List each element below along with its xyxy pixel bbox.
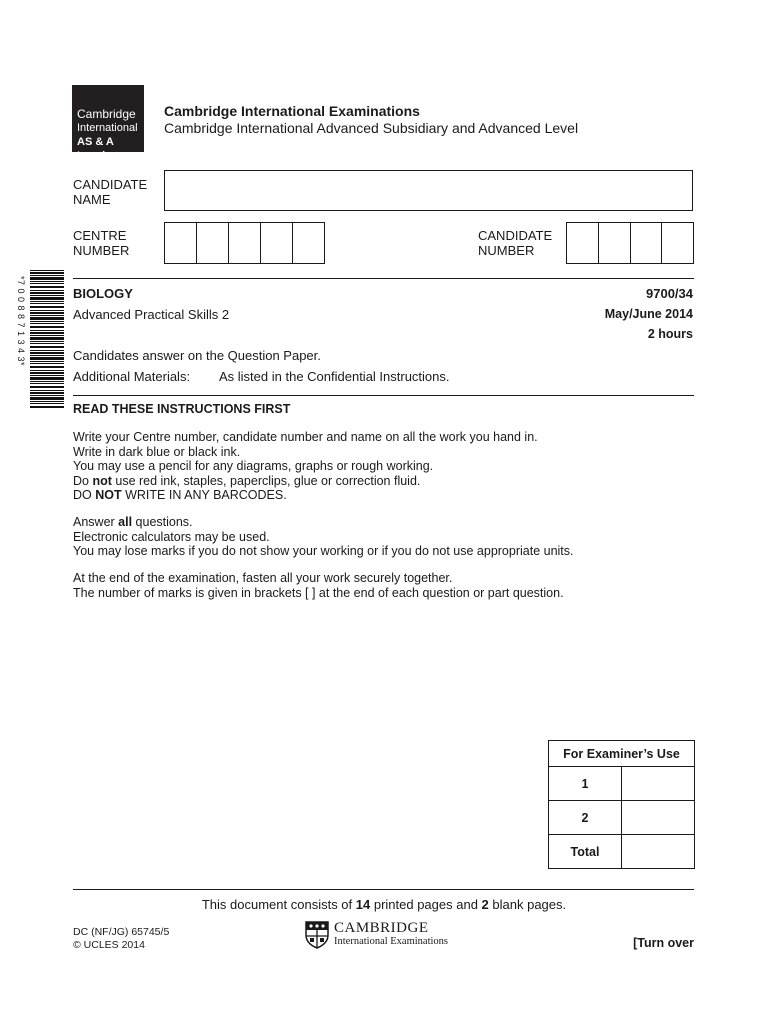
instruction-line: At the end of the examination, fasten all your work securely together. bbox=[73, 571, 453, 585]
centre-number-label-line1: CENTRE bbox=[73, 228, 127, 243]
materials-value: As listed in the Confidential Instructions. bbox=[219, 369, 450, 384]
candidate-digit-box[interactable] bbox=[599, 223, 631, 263]
marks-cell[interactable] bbox=[622, 801, 695, 835]
candidate-name-label bbox=[73, 177, 147, 207]
instruction-emphasis: all bbox=[118, 515, 133, 529]
candidate-digit-box[interactable] bbox=[631, 223, 663, 263]
answer-note: Candidates answer on the Question Paper. bbox=[73, 348, 321, 363]
barcode bbox=[30, 270, 64, 410]
barcode-bar bbox=[30, 375, 64, 376]
total-label-cell: Total bbox=[549, 835, 622, 869]
centre-number-label bbox=[73, 228, 129, 258]
cambridge-as-a-level-logo bbox=[72, 85, 144, 162]
barcode-bar bbox=[30, 335, 64, 336]
barcode-bar bbox=[30, 312, 64, 314]
instruction-line: You may use a pencil for any diagrams, graphs or rough working. bbox=[73, 459, 434, 473]
barcode-bar bbox=[30, 372, 64, 374]
barcode-bar bbox=[30, 343, 64, 344]
instruction-line bbox=[73, 474, 538, 489]
candidate-digit-box[interactable] bbox=[567, 223, 599, 263]
printed-page-count: 14 bbox=[355, 897, 371, 912]
centre-digit-box[interactable] bbox=[197, 223, 229, 263]
divider bbox=[73, 395, 694, 396]
barcode-bar bbox=[30, 283, 64, 284]
instruction-text: WRITE IN ANY BARCODES. bbox=[121, 488, 287, 502]
barcode-bar bbox=[30, 323, 64, 324]
brand-name: CAMBRIDGE bbox=[334, 920, 429, 936]
materials-label: Additional Materials: bbox=[73, 369, 191, 384]
barcode-bar bbox=[30, 281, 64, 282]
instruction-emphasis: not bbox=[92, 473, 112, 488]
exam-duration: 2 hours bbox=[647, 327, 693, 341]
barcode-bar bbox=[30, 306, 64, 308]
candidate-number-label-line2: NUMBER bbox=[478, 243, 535, 258]
instructions-block-2 bbox=[73, 515, 574, 559]
barcode-bar bbox=[30, 406, 64, 408]
table-row bbox=[549, 801, 695, 835]
barcode-bar bbox=[30, 326, 64, 328]
barcode-bar bbox=[30, 286, 64, 288]
barcode-bar bbox=[30, 301, 64, 302]
barcode-bar bbox=[30, 315, 64, 316]
instruction-line: Electronic calculators may be used. bbox=[73, 529, 270, 544]
barcode-bar bbox=[30, 381, 64, 382]
barcode-bar bbox=[30, 350, 64, 351]
centre-digit-box[interactable] bbox=[261, 223, 293, 263]
instruction-text: DO bbox=[73, 488, 96, 502]
barcode-graphic bbox=[30, 270, 64, 410]
examiner-use-header: For Examiner’s Use bbox=[549, 741, 695, 767]
examiner-use-table bbox=[548, 740, 695, 869]
instructions-block-3 bbox=[73, 571, 564, 600]
barcode-bar bbox=[30, 390, 64, 391]
barcode-bar bbox=[30, 361, 64, 362]
brand-subname: International Examinations bbox=[334, 936, 449, 947]
copyright-notice: © UCLES 2014 bbox=[73, 939, 145, 951]
centre-digit-box[interactable] bbox=[229, 223, 261, 263]
barcode-bar bbox=[30, 395, 64, 396]
org-subtitle: Cambridge International Advanced Subsidiary and Advanced Level bbox=[164, 120, 579, 136]
barcode-bar bbox=[30, 352, 64, 354]
candidate-name-field[interactable] bbox=[164, 170, 693, 211]
barcode-bar bbox=[30, 357, 64, 360]
barcode-bar bbox=[30, 370, 64, 371]
instruction-line bbox=[73, 488, 538, 503]
candidate-number-field[interactable] bbox=[566, 222, 694, 264]
barcode-bar bbox=[30, 272, 64, 274]
barcode-bar bbox=[30, 297, 64, 300]
instruction-line: Write your Centre number, candidate number and name on all the work you hand in. bbox=[73, 430, 538, 444]
barcode-digits: *7 0 0 8 8 7 1 3 4 3* bbox=[16, 276, 26, 367]
candidate-name-label-line1: CANDIDATE bbox=[73, 177, 148, 192]
instruction-line bbox=[73, 515, 574, 530]
barcode-bar bbox=[30, 277, 64, 280]
turn-over-note: [Turn over bbox=[633, 936, 694, 950]
barcode-bar bbox=[30, 290, 64, 291]
document-reference bbox=[73, 926, 169, 952]
marks-cell[interactable] bbox=[622, 767, 695, 801]
exam-session: May/June 2014 bbox=[604, 307, 693, 321]
instructions-heading: READ THESE INSTRUCTIONS FIRST bbox=[73, 402, 291, 416]
barcode-bar bbox=[30, 330, 64, 331]
instruction-emphasis: NOT bbox=[95, 488, 122, 502]
crest-icon bbox=[305, 921, 329, 949]
barcode-bar bbox=[30, 403, 64, 404]
table-row bbox=[549, 835, 695, 869]
instructions-block-1 bbox=[73, 430, 538, 503]
barcode-bar bbox=[30, 355, 64, 356]
centre-number-field[interactable] bbox=[164, 222, 325, 264]
page-count-note bbox=[0, 897, 768, 912]
instruction-line: You may lose marks if you do not show your working or if you do not use appropriate units. bbox=[73, 544, 574, 558]
barcode-bar bbox=[30, 392, 64, 394]
barcode-bar bbox=[30, 337, 64, 340]
reference-code: DC (NF/JG) 65745/5 bbox=[73, 926, 170, 938]
divider bbox=[73, 889, 694, 890]
barcode-bar bbox=[30, 363, 64, 364]
barcode-bar bbox=[30, 310, 64, 311]
candidate-number-label-line1: CANDIDATE bbox=[478, 228, 553, 243]
barcode-bar bbox=[30, 303, 64, 304]
question-number-cell: 1 bbox=[549, 767, 622, 801]
divider bbox=[73, 278, 694, 279]
barcode-bar bbox=[30, 295, 64, 296]
candidate-name-label-line2: NAME bbox=[73, 192, 111, 207]
org-title: Cambridge International Examinations bbox=[164, 103, 420, 119]
total-marks-cell[interactable] bbox=[622, 835, 695, 869]
logo-line-2: International bbox=[77, 122, 138, 134]
barcode-bar bbox=[30, 366, 64, 368]
centre-digit-box[interactable] bbox=[165, 223, 197, 263]
page-count-text: blank pages. bbox=[488, 897, 567, 912]
barcode-bar bbox=[30, 292, 64, 294]
centre-digit-box[interactable] bbox=[293, 223, 324, 263]
paper-code: 9700/34 bbox=[646, 286, 693, 301]
subject-name: BIOLOGY bbox=[73, 286, 133, 301]
barcode-bar bbox=[30, 341, 64, 342]
blank-page-count: 2 bbox=[481, 897, 489, 912]
page-count-text: printed pages and bbox=[370, 897, 482, 912]
candidate-digit-box[interactable] bbox=[662, 223, 693, 263]
paper-title: Advanced Practical Skills 2 bbox=[73, 307, 230, 322]
question-number-cell: 2 bbox=[549, 801, 622, 835]
barcode-bar bbox=[30, 401, 64, 402]
barcode-bar bbox=[30, 346, 64, 348]
barcode-bar bbox=[30, 377, 64, 380]
barcode-bar bbox=[30, 397, 64, 400]
instruction-line: Write in dark blue or black ink. bbox=[73, 444, 241, 459]
table-header-row bbox=[549, 741, 695, 767]
instruction-text: use red ink, staples, paperclips, glue or correction fluid. bbox=[111, 473, 421, 488]
instruction-line: The number of marks is given in brackets [ ] at the end of each question or part question. bbox=[73, 585, 564, 600]
cambridge-international-examinations-logo bbox=[305, 921, 448, 949]
barcode-bar bbox=[30, 383, 64, 384]
barcode-bar bbox=[30, 321, 64, 322]
instruction-text: questions. bbox=[132, 515, 193, 529]
candidate-number-label bbox=[478, 228, 552, 258]
barcode-bar bbox=[30, 332, 64, 334]
page-count-text: This document consists of bbox=[201, 897, 356, 912]
barcode-bar bbox=[30, 275, 64, 276]
table-row bbox=[549, 767, 695, 801]
logo-line-1: Cambridge bbox=[77, 107, 136, 121]
instruction-text: Answer bbox=[73, 515, 119, 529]
logo-line-3: AS & A Level bbox=[77, 136, 114, 162]
instruction-text: Do bbox=[73, 473, 93, 488]
centre-number-label-line2: NUMBER bbox=[73, 243, 130, 258]
barcode-bar bbox=[30, 270, 64, 271]
barcode-bar bbox=[30, 317, 64, 320]
barcode-bar bbox=[30, 386, 64, 388]
